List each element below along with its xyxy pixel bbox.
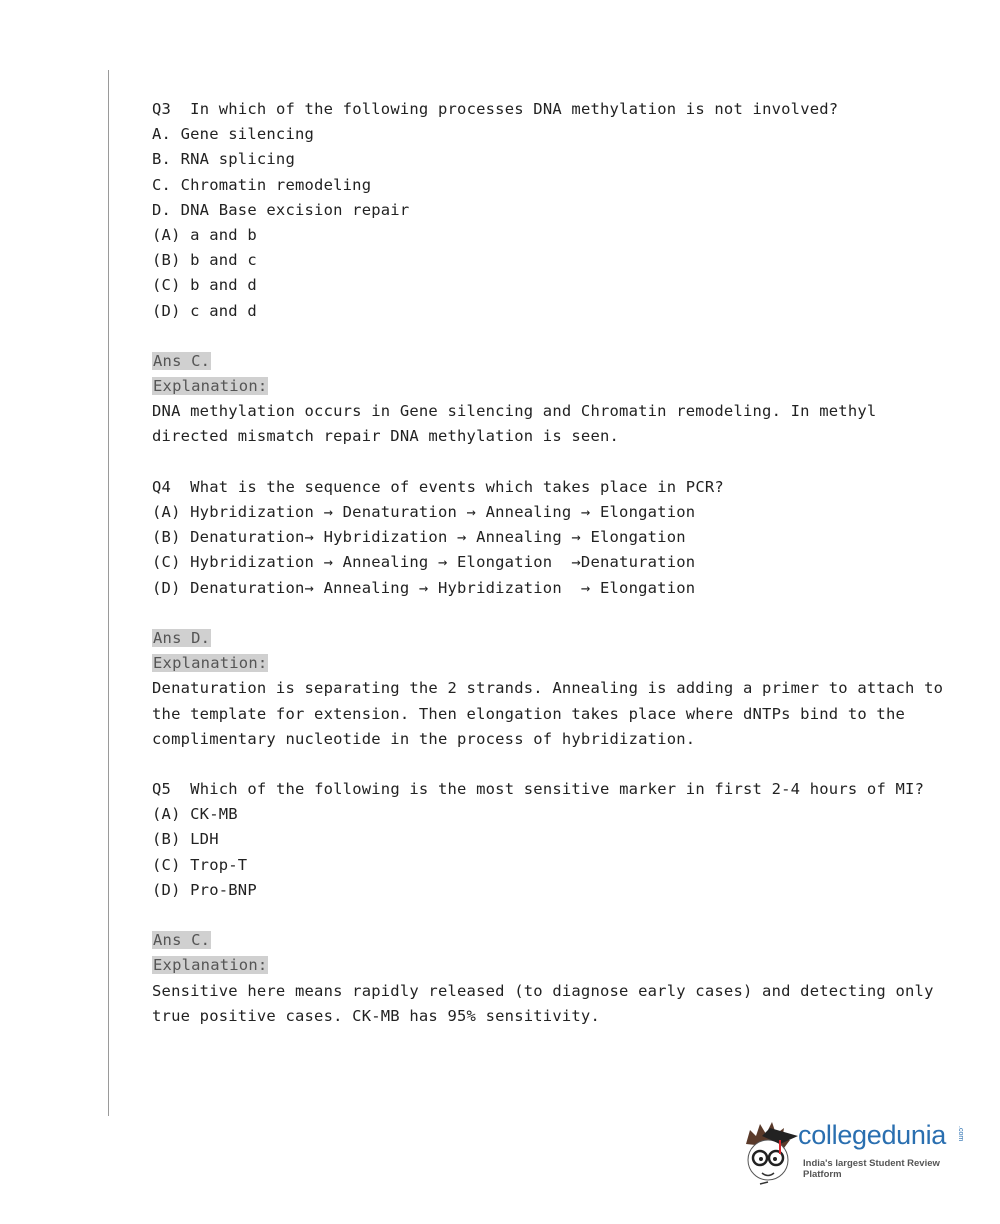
question-sheet — [152, 97, 944, 1029]
collegedunia-logo — [740, 1118, 970, 1188]
option: (C) Hybridization → Annealing → Elongation →Denaturation — [152, 553, 696, 572]
logo-suffix: .com — [957, 1126, 964, 1142]
question-number: Q4 — [152, 477, 172, 496]
explanation-label: Explanation: — [153, 956, 268, 975]
question-text: What is the sequence of events which takes place in PCR? — [190, 477, 724, 496]
mascot-icon — [740, 1118, 800, 1188]
logo-wordmark: collegedunia — [798, 1120, 947, 1150]
answer-label: Ans C. — [153, 931, 211, 950]
logo-tagline: India's largest Student Review Platform — [803, 1158, 940, 1180]
explanation-label: Explanation: — [153, 654, 268, 673]
option: (A) a and b — [152, 225, 257, 244]
option: (B) Denaturation→ Hybridization → Annealing → Elongation — [152, 528, 686, 547]
explanation-line: directed mismatch repair DNA methylation is seen. — [152, 427, 620, 446]
explanation-line: the template for extension. Then elongation takes place where dNTPs bind to the — [152, 704, 906, 723]
statement: D. DNA Base excision repair — [152, 200, 410, 219]
option: (A) CK-MB — [152, 805, 238, 824]
margin-rule — [108, 70, 109, 1116]
option: (D) c and d — [152, 301, 257, 320]
explanation-line: DNA methylation occurs in Gene silencing and Chromatin remodeling. In methyl — [152, 402, 877, 421]
statement: B. RNA splicing — [152, 150, 295, 169]
question-text: Which of the following is the most sensitive marker in first 2-4 hours of MI? — [190, 780, 925, 799]
option: (B) b and c — [152, 251, 257, 270]
answer-label: Ans D. — [153, 628, 211, 647]
explanation-line: Sensitive here means rapidly released (to diagnose early cases) and detecting only — [152, 981, 934, 1000]
option: (C) b and d — [152, 276, 257, 295]
question-number: Q3 — [152, 100, 172, 118]
question-text: In which of the following processes DNA methylation is not involved? — [190, 100, 839, 118]
explanation-label: Explanation: — [153, 377, 268, 396]
option: (B) LDH — [152, 830, 219, 849]
explanation-line: Denaturation is separating the 2 strands. Annealing is adding a primer to attach to — [152, 679, 944, 698]
question-3 — [152, 97, 932, 122]
question-5 — [152, 777, 932, 802]
statement: A. Gene silencing — [152, 125, 315, 144]
answer-label: Ans C. — [153, 351, 211, 370]
option: (D) Pro-BNP — [152, 880, 257, 899]
explanation-line: complimentary nucleotide in the process of hybridization. — [152, 729, 696, 748]
question-4 — [152, 475, 932, 500]
question-number: Q5 — [152, 780, 172, 799]
option: (A) Hybridization → Denaturation → Annealing → Elongation — [152, 503, 696, 521]
option: (D) Denaturation→ Annealing → Hybridization → Elongation — [152, 578, 696, 597]
option: (C) Trop-T — [152, 855, 248, 874]
statement: C. Chromatin remodeling — [152, 175, 372, 194]
explanation-line: true positive cases. CK-MB has 95% sensitivity. — [152, 1006, 600, 1025]
